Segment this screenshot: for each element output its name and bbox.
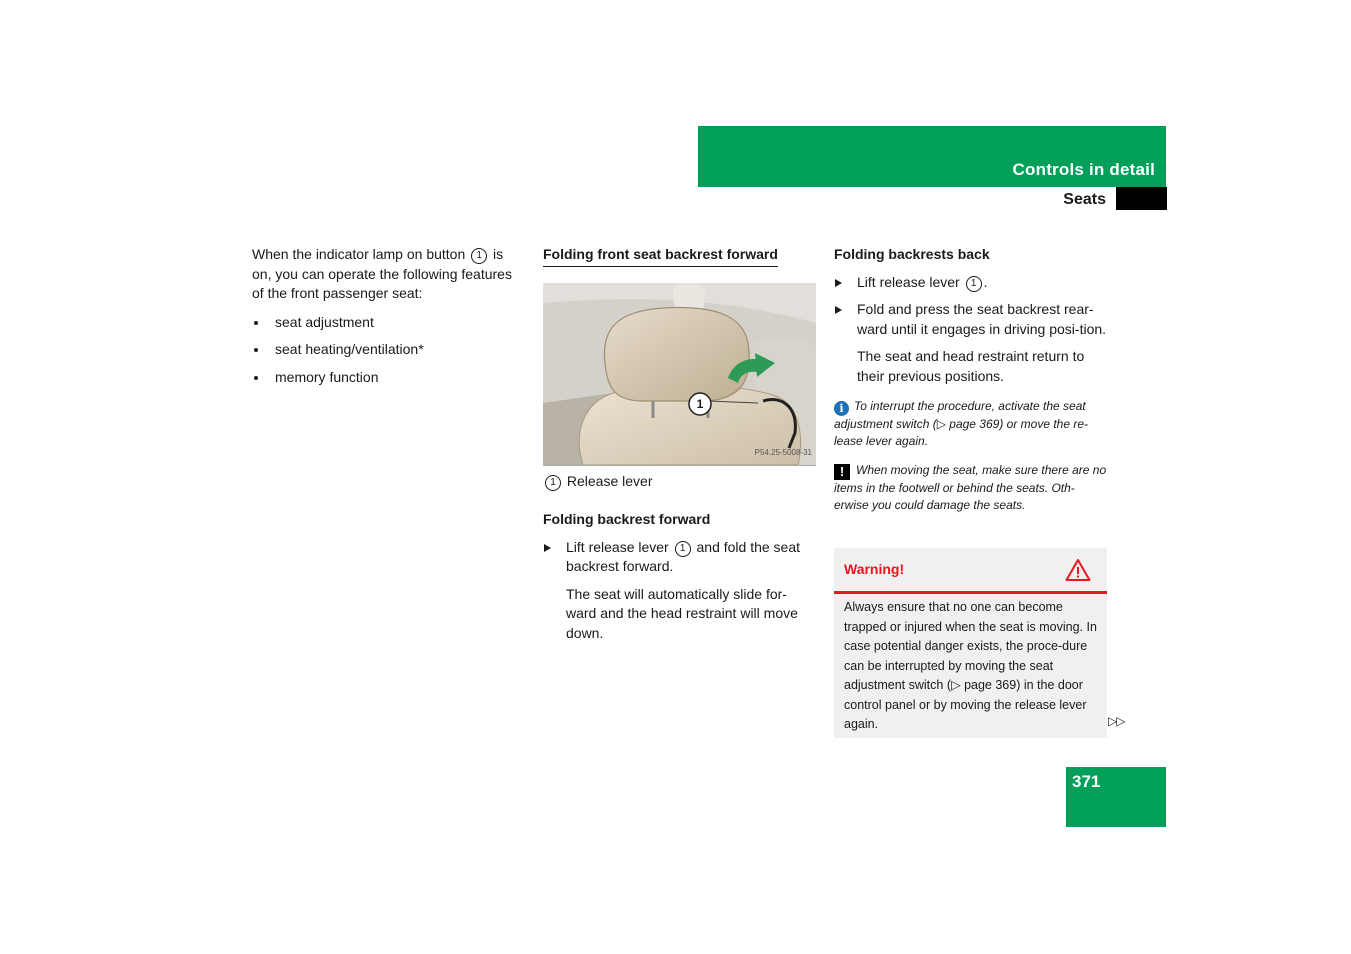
callout-number: 1 xyxy=(471,248,487,264)
caution-note: ! When moving the seat, make sure there are no items in the footwell or behind the seats. Oth-erwise you could damage the seats. xyxy=(834,463,1107,512)
page-number-box xyxy=(1066,767,1166,827)
section-tab-marker xyxy=(1116,187,1167,210)
step-item: Fold and press the seat backrest rear-ward until it engages in driving posi-tion. xyxy=(834,300,1107,339)
fold-forward-column xyxy=(543,245,816,651)
section-heading: Folding front seat backrest forward xyxy=(543,245,816,267)
step-list xyxy=(834,273,1107,340)
callout-number: 1 xyxy=(966,276,982,292)
headrest-drawing xyxy=(543,283,816,465)
info-icon: i xyxy=(834,401,849,416)
info-note: i To interrupt the procedure, activate the seat adjustment switch (▷ page 369) or move the re-lease lever again. xyxy=(834,399,1089,448)
page-number: 371 xyxy=(1072,772,1101,791)
continued-arrows-icon: ▷▷ xyxy=(1108,714,1125,728)
headrest-illustration xyxy=(543,283,816,466)
warning-header xyxy=(834,548,1107,594)
fold-back-column xyxy=(834,245,1107,514)
step-item: Lift release lever 1 . xyxy=(834,273,1107,293)
section-heading: Folding backrests back xyxy=(834,246,990,262)
figure-caption: 1 Release lever xyxy=(543,472,816,492)
intro-paragraph: When the indicator lamp on button 1 is on, you can operate the following features of the front passenger seat: xyxy=(252,246,512,301)
warning-title: Warning! xyxy=(844,561,905,577)
callout-number: 1 xyxy=(545,475,561,491)
intro-column xyxy=(252,245,526,395)
section-title: Seats xyxy=(1063,191,1106,208)
feature-list xyxy=(252,313,526,388)
chapter-title: Controls in detail xyxy=(1012,160,1155,179)
step-result: The seat and head restraint return to their previous positions. xyxy=(857,348,1085,384)
step-list xyxy=(543,538,816,577)
warning-text: Always ensure that no one can become trapped or injured when the seat is moving. In case potential danger exists, the proce-dure can be interrupted by moving the seat adjustment switch (▷ page 369) in the door control panel or by moving the release lever again. xyxy=(844,600,1097,731)
chapter-header-bar xyxy=(698,126,1166,187)
callout-number: 1 xyxy=(675,541,691,557)
list-item: seat adjustment xyxy=(252,313,526,333)
figure-code: P54.25-5008-31 xyxy=(754,448,812,457)
figure-callout: 1 xyxy=(696,396,704,411)
step-result: The seat will automatically slide for-ward and the head restraint will move down. xyxy=(566,585,798,641)
list-item: memory function xyxy=(252,368,526,388)
step-item: Lift release lever 1 and fold the seat backrest forward. xyxy=(543,538,816,577)
warning-box xyxy=(834,548,1107,738)
warning-triangle-icon xyxy=(1065,558,1091,582)
exclamation-icon: ! xyxy=(834,464,850,480)
subsection-heading: Folding backrest forward xyxy=(543,511,711,527)
list-item: seat heating/ventilation* xyxy=(252,340,526,360)
